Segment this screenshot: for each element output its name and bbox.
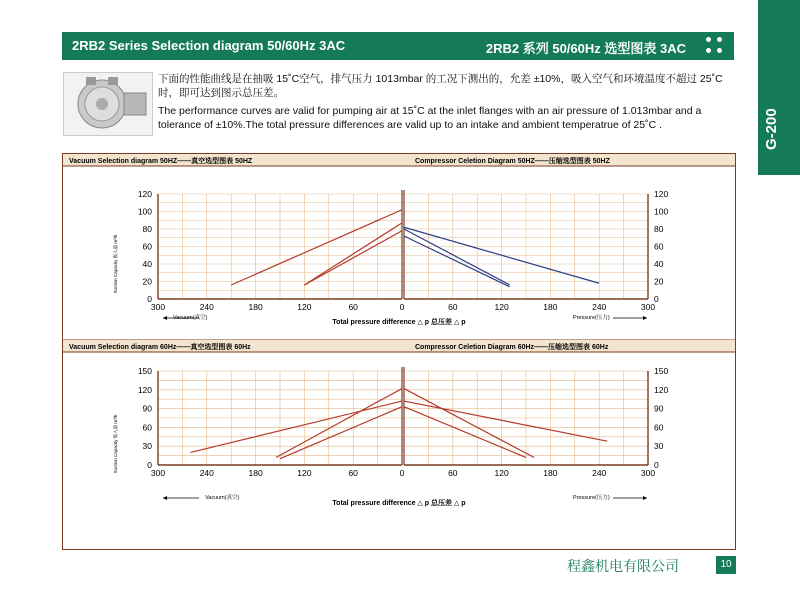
p60-comp-curve-1 <box>404 401 607 441</box>
y-axis-label-50: Suction Capacity 吸入量 m³/h <box>113 234 118 294</box>
y-tick-label: 0 <box>147 294 152 304</box>
y-tick-label: 80 <box>654 224 664 234</box>
p50-comp-curve-2 <box>404 229 510 285</box>
y-tick-label: 0 <box>654 294 659 304</box>
y-tick-label: 0 <box>654 460 659 470</box>
y-tick-label: 60 <box>142 241 152 252</box>
y-tick-label: 80 <box>142 224 152 234</box>
y-tick-label: 120 <box>137 384 152 395</box>
intro-en: The performance curves are valid for pumping air at 15˚C at the inlet flanges with an air pressure of 1.013mbar and a tolerance of ±10%.The total pressure differences are valid up to an intake and ambient temperatrue of 25˚C . <box>158 105 702 131</box>
vacuum-label-50: Vacuum(真空) <box>173 315 208 321</box>
vacuum-label-60: Vacuum(真空) <box>205 495 240 501</box>
y-tick-label: 90 <box>142 403 152 414</box>
y-tick-label: 60 <box>654 241 664 252</box>
p60-vac-curve-2 <box>276 389 402 458</box>
pressure-label-50: Pressure(压力) <box>573 315 610 321</box>
p50-comp-curve-3 <box>404 236 510 287</box>
x-tick-label: 120 <box>494 468 509 478</box>
y-tick-label: 120 <box>654 384 669 395</box>
y-tick-label: 100 <box>137 206 152 217</box>
p50-vac-curve-1 <box>231 210 402 285</box>
x-tick-label: 0 <box>399 302 405 312</box>
total-pressure-label-50: Total pressure difference △ p 总压差 △ p <box>332 319 466 326</box>
y-tick-label: 40 <box>142 259 152 269</box>
y-tick-label: 150 <box>654 366 669 376</box>
y-tick-label: 90 <box>654 403 664 414</box>
y-tick-label: 30 <box>654 441 664 452</box>
intro-cn: 下面的性能曲线是在抽吸 15˚C空气，排气压力 1013mbar 的工况下测出的，允差 ±10%，吸入空气和环境温度不超过 25˚C时，即可达到图示总压差。 <box>158 73 723 99</box>
blower-product-image <box>63 72 153 136</box>
y-tick-label: 60 <box>654 422 664 433</box>
y-tick-label: 30 <box>142 441 152 452</box>
selection-charts-svg <box>63 154 735 549</box>
y-axis-label-60: Suction Capacity 吸入量 m³/h <box>113 414 118 474</box>
plot-50hz <box>138 189 669 312</box>
x-tick-label: 60 <box>348 302 358 312</box>
x-tick-label: 60 <box>448 302 458 312</box>
x-tick-label: 300 <box>150 468 166 478</box>
y-tick-label: 60 <box>142 422 152 433</box>
x-tick-label: 300 <box>640 302 656 312</box>
vac-50-title: Vacuum Selection diagram 50HZ——真空选型图表 50HZ <box>69 158 253 165</box>
x-tick-label: 240 <box>199 302 214 312</box>
grid-dots-icon <box>706 37 724 55</box>
x-tick-label: 180 <box>543 468 558 478</box>
page-title-cn: 2RB2 系列 50/60Hz 选型图表 3AC <box>485 41 686 56</box>
x-tick-label: 120 <box>297 302 312 312</box>
x-tick-label: 180 <box>543 302 558 312</box>
total-pressure-label-60: Total pressure difference △ p 总压差 △ p <box>332 500 466 507</box>
comp-60-title: Compressor Celetion Diagram 60Hz——压缩选型图表 60Hz <box>415 344 609 351</box>
footer-company-name: 程鑫机电有限公司 <box>567 558 679 574</box>
p60-comp-curve-3 <box>404 407 526 458</box>
selection-charts-frame <box>62 153 736 550</box>
x-tick-label: 180 <box>248 302 263 312</box>
page-title-en: 2RB2 Series Selection diagram 50/60Hz 3AC <box>72 38 346 53</box>
y-tick-label: 120 <box>137 189 152 199</box>
y-tick-label: 0 <box>147 460 152 470</box>
pressure-label-60: Pressure(压力) <box>573 495 610 501</box>
x-tick-label: 60 <box>348 468 358 478</box>
p60-vac-curve-3 <box>280 407 402 459</box>
x-tick-label: 60 <box>448 468 458 478</box>
x-tick-label: 180 <box>248 468 263 478</box>
plot-60hz <box>138 366 669 478</box>
header-bar <box>62 32 734 60</box>
intro-text <box>158 72 738 136</box>
x-tick-label: 120 <box>297 468 312 478</box>
y-tick-label: 100 <box>654 206 669 217</box>
x-tick-label: 300 <box>640 468 656 478</box>
y-tick-label: 150 <box>137 366 152 376</box>
y-tick-label: 20 <box>654 276 664 287</box>
x-tick-label: 240 <box>199 468 214 478</box>
side-tab-label: G-200 <box>763 108 780 150</box>
y-tick-label: 120 <box>654 189 669 199</box>
x-tick-label: 120 <box>494 302 509 312</box>
x-tick-label: 0 <box>399 468 405 478</box>
x-tick-label: 300 <box>150 302 166 312</box>
x-tick-label: 240 <box>592 468 607 478</box>
page-number: 10 <box>716 556 736 574</box>
y-tick-label: 40 <box>654 259 664 269</box>
vac-60-title: Vacuum Selection diagram 60Hz——真空选型图表 60Hz <box>69 344 251 351</box>
y-tick-label: 20 <box>142 276 152 287</box>
comp-50-title: Compressor Celetion Diagram 50HZ——压缩选型图表 50HZ <box>415 158 610 165</box>
x-tick-label: 240 <box>592 302 607 312</box>
